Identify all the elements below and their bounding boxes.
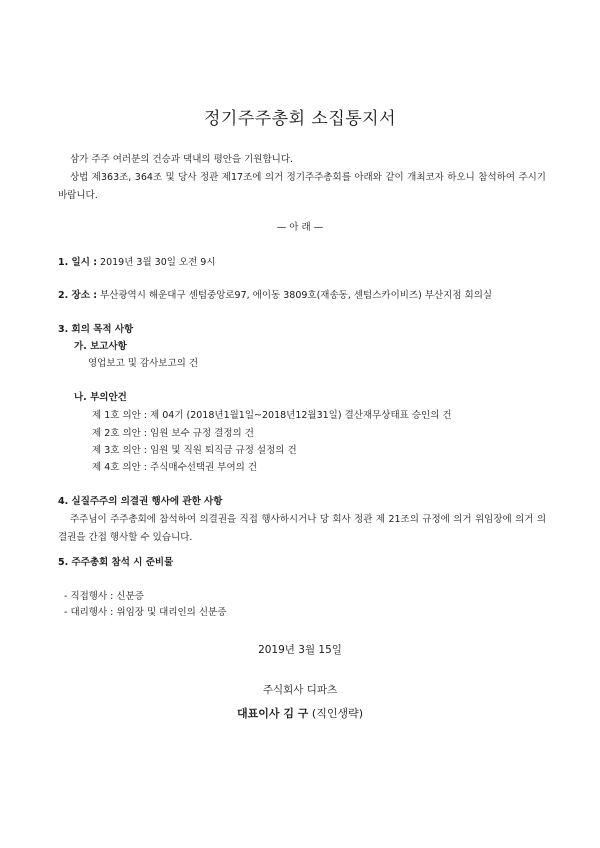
item-place-label: 2. 장소 : (58, 290, 97, 301)
item-date (58, 257, 216, 269)
preparation-heading: 5. 주주총회 참석 시 준비물 (58, 557, 174, 568)
ceo-signature (0, 705, 600, 721)
report-heading: 가. 보고사항 (74, 341, 127, 352)
item-date-label: 1. 일시 : (58, 257, 97, 268)
report-content: 영업보고 및 감사보고의 건 (88, 358, 199, 369)
item-agenda-heading: 3. 회의 목적 사항 (58, 324, 134, 335)
company-name: 주식회사 디파츠 (262, 684, 338, 696)
greeting-text: 삼가 주주 여러분의 건승과 댁내의 평안을 기원합니다. (70, 154, 294, 165)
agenda-item-3: 제 3호 의안 : 임원 및 직원 퇴직금 규정 설정의 건 (92, 445, 297, 456)
item-place (58, 290, 492, 302)
agenda-item-1: 제 1호 의안 : 제 04기 (2018년1월1일~2018년12월31일) 결산재무상태표 승인의 건 (92, 410, 452, 421)
document-title: 정기주주총회 소집통지서 (203, 109, 397, 129)
notice-header: — 아 래 — (276, 222, 324, 233)
seal-note: (직인생략) (311, 707, 363, 720)
intro-text: 상법 제363조, 364조 및 당사 정관 제17조에 의거 정기주주총회를 아래와 같이 개최코자 하오니 참석하여 주시기 바랍니다. (58, 172, 546, 201)
agenda-item-4: 제 4호 의안 : 주식매수선택권 부여의 건 (92, 462, 258, 473)
preparation-item-1: - 직접행사 : 신분증 (64, 591, 144, 602)
ceo-name: 대표이사 김 구 (236, 707, 309, 720)
agenda-heading: 나. 부의안건 (74, 392, 127, 403)
notice-date: 2019년 3월 15일 (258, 644, 342, 656)
agenda-item-2: 제 2호 의안 : 임원 보수 규정 결정의 건 (92, 428, 254, 439)
voting-content: 주주님이 주주총회에 참석하여 의결권을 직접 행사하시거나 당 회사 정관 제 21조의 규정에 의거 위임장에 의거 의결권을 간접 행사할 수 있습니다. (58, 514, 546, 543)
voting-heading: 4. 실질주주의 의결권 행사에 관한 사항 (58, 496, 223, 507)
item-place-value: 부산광역시 해운대구 센텀중앙로97, 에이동 3809호(재송동, 센텀스카이비즈) 부산지점 회의실 (100, 290, 493, 301)
preparation-item-2: - 대리행사 : 위임장 및 대리인의 신분증 (64, 607, 227, 618)
item-date-value: 2019년 3월 30일 오전 9시 (100, 257, 216, 268)
